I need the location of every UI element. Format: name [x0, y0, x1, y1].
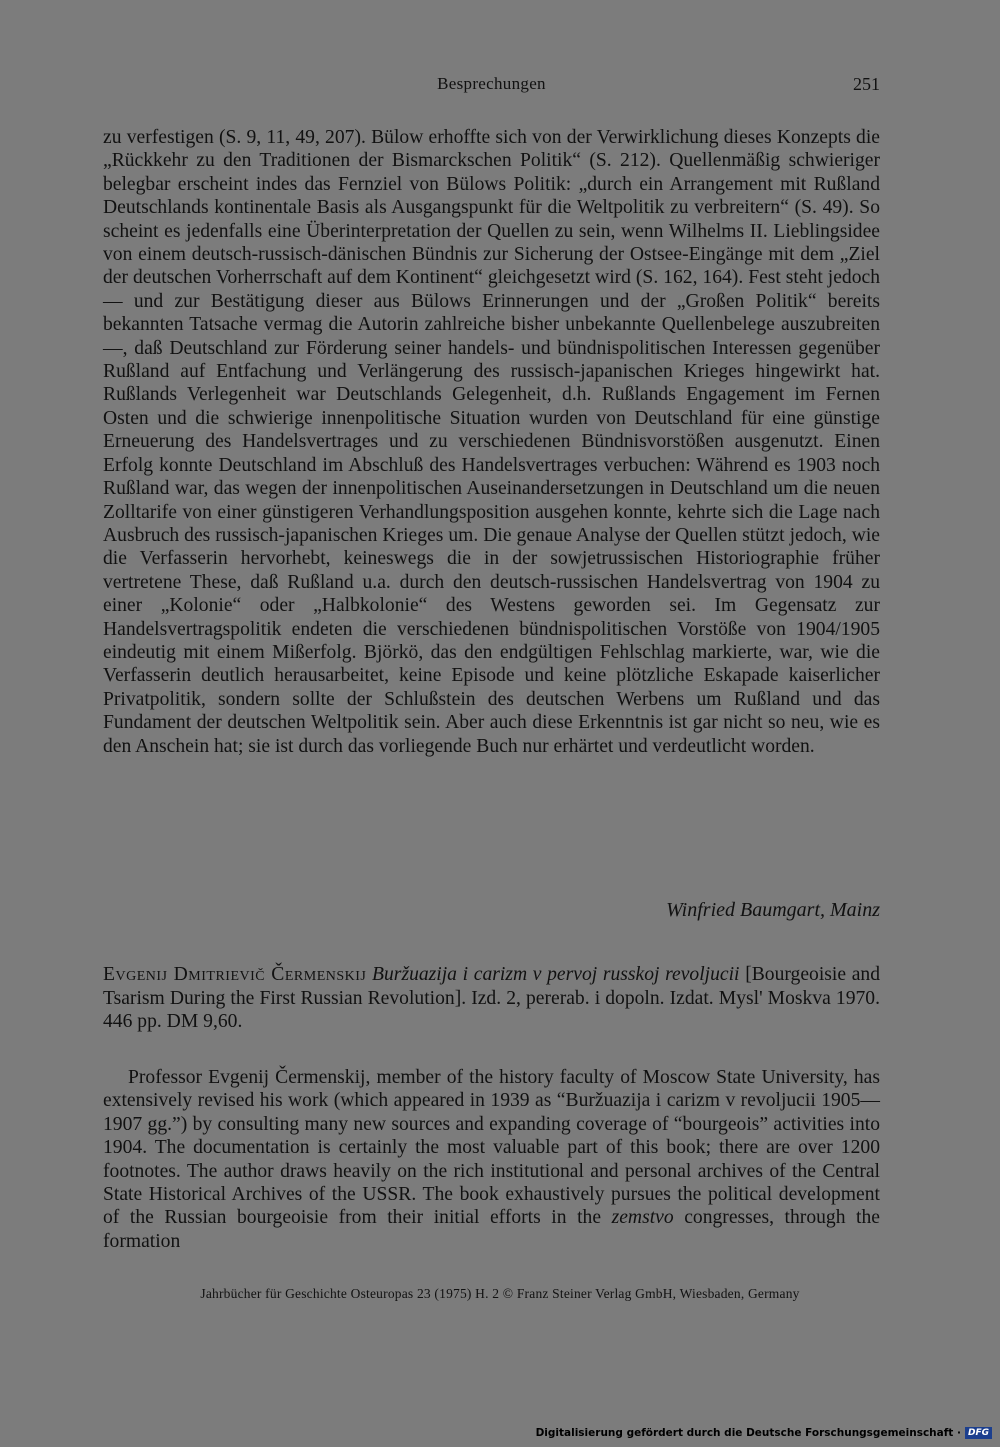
reviewer-signature: Winfried Baumgart, Mainz: [666, 899, 880, 921]
running-title: Besprechungen: [437, 74, 546, 93]
citation-details: [Bourgeoisie and Tsarism During the First Russian Revolution]. Izd. 2, pererab. i dopoln. Izdat. Mysl' Moskva 1970. 446 pp. DM 9,60.: [103, 964, 881, 1033]
digitization-notice: [536, 1427, 992, 1439]
digitization-text: Digitalisierung gefördert durch die Deutsche Forschungsgemeinschaft ·: [535, 1427, 961, 1439]
body-paragraph: zu verfestigen (S. 9, 11, 49, 207). Bülow erhoffte sich von der Verwirklichung dieses Konzepts die „Rückkehr zu den Traditionen der Bismarckschen Politik“ (S. 212). Quellenmäßig schwieriger belegbar erscheint indes das Fernziel von Bülows Politik: „durch ein Arrangement mit Rußland Deutschlands kontinentale Basis als Ausgangspunkt für die Weltpolitik zu verbreitern“ (S. 49). So scheint es jedenfalls eine Überinterpretation der Quellen zu sein, wenn Wilhelms II. Lieblingsidee von einem deutsch-russisch-dänischen Bündnis zur Sicherung der Ostsee-Eingänge mit dem „Ziel der deutschen Vorherrschaft auf dem Kontinent“ gleichgesetzt wird (S. 162, 164). Fest steht jedoch — und zur Bestätigung dieser aus Bülows Erinnerungen und der „Großen Politik“ bereits bekannten Tatsache vermag die Autorin zahlreiche bisher unbekannte Quellenbelege auszubreiten —, daß Deutschland zur Förderung seiner handels- und bündnispolitischen Interessen gegenüber Rußland auf Entfachung und Verlängerung des russisch-japanischen Krieges hingewirkt hat. Rußlands Verlegenheit war Deutschlands Gelegenheit, d.h. Rußlands Engagement im Fernen Osten und die schwierige innenpolitische Situation wurden von Deutschland für eine günstige Erneuerung des Handelsvertrages und zu verschiedenen Bündnisvorstößen ausgenutzt. Einen Erfolg konnte Deutschland im Abschluß des Handelsvertrages verbuchen: Während es 1903 noch Rußland war, das wegen der innenpolitischen Auseinandersetzungen in Deutschland um die neuen Zolltarife von einer günstigeren Verhandlungsposition ausgehen konnte, kehrte sich die Lage nach Ausbruch des russisch-japanischen Krieges um. Die genaue Analyse der Quellen stützt jedoch, wie die Verfasserin hervorhebt, keineswegs die in der sowjetrussischen Historiographie früher vertretene These, daß Rußland u.a. durch den deutsch-russischen Handelsvertrag von 1904 zu einer „Kolonie“ oder „Halbkolonie“ des Westens geworden sei. Im Gegensatz zur Handelsvertragspolitik endeten die verschiedenen bündnispolitischen Vorstöße von 1904/1905 eindeutig mit einem Mißerfolg. Björkö, das den endgültigen Fehlschlag markierte, war, wie die Verfasserin deutlich herausarbeitet, keine Episode und keine plötzliche Eskapade kaiserlicher Privatpolitik, sondern sollte der Schlußstein des deutschen Werbens um Rußland und das Fundament der deutschen Weltpolitik sein. Aber auch diese Erkenntnis ist gar nicht so neu, wie es den Anschein hat; sie ist durch das vorliegende Buch nur erhärtet und verdeutlicht worden.: [103, 127, 880, 757]
page-number: 251: [853, 74, 880, 94]
citation-author: Evgenij Dmitrievič Čermenskij: [103, 964, 367, 985]
page-header: [103, 74, 880, 102]
review-body: [103, 1066, 880, 1253]
review-italic-term: zemstvo: [611, 1207, 674, 1229]
review-text-part2: congresses, through the formation: [103, 1207, 880, 1252]
review-text-part1: Professor Evgenij Čermenskij, member of the history faculty of Moscow State University, has extensively revised his work (which appeared in 1939 as “Buržuazija i carizm v revoljucii 1905—1907 gg.”) by consulting many new sources and expanding coverage of “bourgeois” activities into 1904. The documentation is certainly the most valuable part of this book; there are over 1200 footnotes. The author draws heavily on the rich institutional and personal archives of the Central State Historical Archives of the USSR. The book exhaustively pursues the political development of the Russian bourgeoisie from their initial efforts in the: [103, 1067, 880, 1229]
journal-footer: Jahrbücher für Geschichte Osteuropas 23 (1975) H. 2 © Franz Steiner Verlag GmbH, Wiesbaden, Germany: [200, 1286, 800, 1301]
review-paragraph: [103, 1066, 880, 1253]
citation-title: Buržuazija i carizm v pervoj russkoj revoljucii: [372, 964, 740, 985]
book-citation: [103, 963, 880, 1034]
dfg-logo-icon: DFG: [965, 1427, 992, 1439]
review-continuation: [103, 126, 880, 758]
